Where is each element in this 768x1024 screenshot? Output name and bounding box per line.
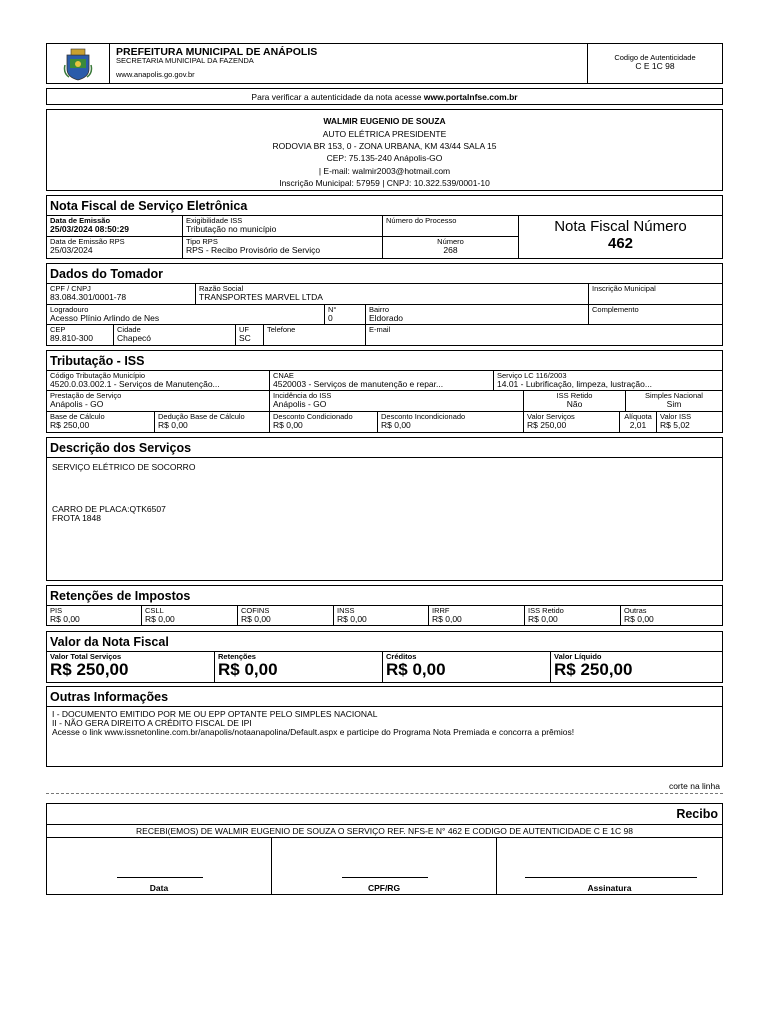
valiss-value: R$ 5,02 bbox=[660, 420, 690, 430]
provider-address: RODOVIA BR 153, 0 - ZONA URBANA, KM 43/44 SALA 15 bbox=[272, 141, 497, 151]
process-label: Número do Processo bbox=[386, 216, 457, 225]
verify-link[interactable]: www.portalnfse.com.br bbox=[423, 92, 518, 102]
descinc-label: Desconto Incondicionado bbox=[381, 412, 466, 421]
cidade-label: Cidade bbox=[117, 325, 141, 334]
deducao-label: Dedução Base de Cálculo bbox=[158, 412, 245, 421]
outras-title: Outras Informações bbox=[47, 687, 722, 707]
uf-cell bbox=[236, 325, 264, 345]
retencao-label: INSS bbox=[337, 606, 355, 615]
iss-value: Tributação no município bbox=[186, 224, 277, 234]
cpf-rg-label: CPF/RG bbox=[367, 883, 401, 893]
desccond-value: R$ 0,00 bbox=[273, 420, 303, 430]
aliq-value: 2,01 bbox=[629, 420, 647, 430]
iss-label: Exigibilidade ISS bbox=[186, 216, 243, 225]
email-cell bbox=[366, 325, 722, 345]
rps-number: 268 bbox=[443, 245, 458, 255]
cep-value: 89.810-300 bbox=[50, 333, 94, 343]
cpf-rg-field[interactable] bbox=[272, 838, 497, 894]
complemento-cell bbox=[589, 305, 722, 325]
provider-trade-name: AUTO ELÉTRICA PRESIDENTE bbox=[322, 129, 447, 139]
rps-number-cell bbox=[383, 237, 519, 258]
im-label: Inscrição Municipal bbox=[592, 284, 656, 293]
aliq-cell bbox=[620, 412, 657, 432]
valor-cell bbox=[551, 652, 722, 682]
valor-value: R$ 0,00 bbox=[218, 660, 278, 679]
valor-cell bbox=[215, 652, 383, 682]
valor-box bbox=[46, 631, 723, 683]
valor-label: Retenções bbox=[218, 652, 256, 661]
retencao-value: R$ 0,00 bbox=[528, 614, 558, 624]
valserv-value: R$ 250,00 bbox=[527, 420, 567, 430]
bairro-cell bbox=[366, 305, 589, 325]
cnae-label: CNAE bbox=[273, 371, 294, 380]
logradouro-label: Logradouro bbox=[50, 305, 89, 314]
logradouro-cell bbox=[47, 305, 325, 325]
retencao-value: R$ 0,00 bbox=[50, 614, 80, 624]
auth-label: Codigo de Autenticidade bbox=[614, 53, 696, 62]
prest-cell bbox=[47, 391, 270, 412]
cpf-value: 83.084.301/0001-78 bbox=[50, 292, 127, 302]
retencoes-box bbox=[46, 585, 723, 626]
provider-contact: | E-mail: walmir2003@hotmail.com bbox=[318, 166, 451, 176]
bairro-label: Bairro bbox=[369, 305, 390, 314]
prest-value: Anápolis - GO bbox=[50, 399, 104, 409]
lc-value: 14.01 - Lubrificação, limpeza, lustração... bbox=[497, 379, 652, 389]
descinc-cell bbox=[378, 412, 524, 432]
descricao-line2: CARRO DE PLACA:QTK6507 bbox=[52, 504, 166, 514]
valor-value: R$ 250,00 bbox=[554, 660, 633, 679]
outras-box bbox=[46, 686, 723, 767]
razao-label: Razão Social bbox=[199, 284, 244, 293]
auth-code: C E 1C 98 bbox=[635, 61, 675, 71]
valor-label: Valor Líquido bbox=[554, 652, 602, 661]
retencao-label: Outras bbox=[624, 606, 647, 615]
rps-date: 25/03/2024 bbox=[50, 245, 93, 255]
retencao-label: CSLL bbox=[145, 606, 164, 615]
rps-date-cell bbox=[47, 237, 183, 258]
header-subtitle: SECRETARIA MUNICIPAL DA FAZENDA bbox=[116, 56, 254, 65]
descricao-line1: SERVIÇO ELÉTRICO DE SOCORRO bbox=[52, 462, 196, 472]
base-cell bbox=[47, 412, 155, 432]
cod-value: 4520.0.03.002.1 - Serviços de Manutenção... bbox=[50, 379, 220, 389]
tomador-title: Dados do Tomador bbox=[47, 264, 722, 284]
rps-type: RPS - Recibo Provisório de Serviço bbox=[186, 245, 321, 255]
desccond-label: Desconto Condicionado bbox=[273, 412, 353, 421]
retencao-cell bbox=[525, 606, 621, 625]
valserv-cell bbox=[524, 412, 620, 432]
retencao-cell bbox=[621, 606, 722, 625]
cep-label: CEP bbox=[50, 325, 66, 334]
issret-value: Não bbox=[566, 399, 583, 409]
valor-cell bbox=[47, 652, 215, 682]
valor-value: R$ 250,00 bbox=[50, 660, 129, 679]
provider-box bbox=[46, 109, 723, 191]
tributacao-title: Tributação - ISS bbox=[47, 351, 722, 371]
cut-line bbox=[46, 793, 723, 794]
rps-type-cell bbox=[183, 237, 383, 258]
retencao-label: ISS Retido bbox=[528, 606, 564, 615]
emission-date-cell bbox=[47, 216, 183, 237]
email-label: E-mail bbox=[369, 325, 391, 334]
simples-label: Simples Nacional bbox=[645, 391, 703, 400]
retencoes-title: Retenções de Impostos bbox=[47, 586, 722, 606]
recibo-box bbox=[46, 803, 723, 895]
header-box bbox=[46, 43, 723, 84]
retencao-cell bbox=[47, 606, 142, 625]
uf-value: SC bbox=[239, 333, 251, 343]
provider-registration: Inscrição Municipal: 57959 | CNPJ: 10.322.539/0001-10 bbox=[279, 178, 490, 188]
emission-date-label: Data de Emissão bbox=[50, 216, 111, 225]
num-label: N° bbox=[328, 305, 337, 314]
cidade-value: Chapecó bbox=[117, 333, 152, 343]
simples-value: Sim bbox=[666, 399, 682, 409]
retencao-label: COFINS bbox=[241, 606, 270, 615]
valor-title: Valor da Nota Fiscal bbox=[47, 632, 722, 652]
telefone-label: Telefone bbox=[267, 325, 296, 334]
verify-box bbox=[46, 88, 723, 105]
complemento-label: Complemento bbox=[592, 305, 639, 314]
rps-number-label: Número bbox=[437, 237, 464, 246]
nf-title: Nota Fiscal Número bbox=[554, 218, 687, 235]
simples-cell bbox=[626, 391, 722, 412]
cod-label: Código Tributação Município bbox=[50, 371, 146, 380]
header-title: PREFEITURA MUNICIPAL DE ANÁPOLIS bbox=[116, 46, 318, 58]
nf-number: 462 bbox=[607, 235, 634, 252]
descricao-box bbox=[46, 437, 723, 581]
retencao-cell bbox=[238, 606, 334, 625]
cnae-cell bbox=[270, 371, 494, 391]
aliq-label: Alíquota bbox=[624, 412, 652, 421]
nfse-title: Nota Fiscal de Serviço Eletrônica bbox=[47, 196, 722, 216]
rps-type-label: Tipo RPS bbox=[186, 237, 218, 246]
verify-text: Para verificar a autenticidade da nota acesse bbox=[251, 92, 422, 102]
issret-cell bbox=[524, 391, 626, 412]
lc-label: Serviço LC 116/2003 bbox=[497, 371, 567, 380]
outras-line1: I - DOCUMENTO EMITIDO POR ME OU EPP OPTANTE PELO SIMPLES NACIONAL bbox=[52, 709, 378, 719]
issret-label: ISS Retido bbox=[556, 391, 593, 400]
num-value: 0 bbox=[328, 313, 333, 323]
tributacao-box bbox=[46, 350, 723, 433]
retencao-value: R$ 0,00 bbox=[624, 614, 654, 624]
outras-line3: Acesse o link www.issnetonline.com.br/anapolis/notaanapolina/Default.aspx e participe do Programa Nota Premiada e concorra a prêmios! bbox=[52, 727, 575, 737]
iss-cell bbox=[183, 216, 383, 237]
recibo-text: RECEBI(EMOS) DE WALMIR EUGENIO DE SOUZA O SERVIÇO REF. NFS-E N° 462 E CODIGO DE AUTENTICIDADE C E 1C 98 bbox=[47, 825, 722, 838]
logradouro-value: Acesso Plínio Arlindo de Nes bbox=[50, 313, 160, 323]
razao-value: TRANSPORTES MARVEL LTDA bbox=[199, 292, 323, 302]
outras-line2: II - NÃO GERA DIREITO A CRÉDITO FISCAL DE IPI bbox=[52, 718, 252, 728]
incid-label: Incidência do ISS bbox=[273, 391, 332, 400]
provider-name: WALMIR EUGENIO DE SOUZA bbox=[323, 116, 446, 126]
recibo-title: Recibo bbox=[47, 804, 722, 825]
retencao-value: R$ 0,00 bbox=[241, 614, 271, 624]
retencao-value: R$ 0,00 bbox=[432, 614, 462, 624]
valor-label: Valor Total Serviços bbox=[50, 652, 122, 661]
lc-cell bbox=[494, 371, 722, 391]
valiss-cell bbox=[657, 412, 722, 432]
provider-cep: CEP: 75.135-240 Anápolis-GO bbox=[326, 153, 443, 163]
uf-label: UF bbox=[239, 325, 249, 334]
rps-date-label: Data de Emissão RPS bbox=[50, 237, 125, 246]
valor-value: R$ 0,00 bbox=[386, 660, 446, 679]
retencao-cell bbox=[334, 606, 429, 625]
corte-label: corte na linha bbox=[668, 781, 720, 791]
data-label: Data bbox=[149, 883, 169, 893]
desccond-cell bbox=[270, 412, 378, 432]
deducao-cell bbox=[155, 412, 270, 432]
incid-value: Anápolis - GO bbox=[273, 399, 327, 409]
bairro-value: Eldorado bbox=[369, 313, 404, 323]
deducao-value: R$ 0,00 bbox=[158, 420, 188, 430]
valserv-label: Valor Serviços bbox=[527, 412, 575, 421]
assinatura-field[interactable] bbox=[497, 838, 722, 894]
header-website: www.anapolis.go.gov.br bbox=[116, 70, 195, 79]
descricao-title: Descrição dos Serviços bbox=[47, 438, 722, 458]
assinatura-label: Assinatura bbox=[587, 883, 632, 893]
valor-cell bbox=[383, 652, 551, 682]
prest-label: Prestação de Serviço bbox=[50, 391, 122, 400]
telefone-cell bbox=[264, 325, 366, 345]
retencao-label: PIS bbox=[50, 606, 63, 615]
im-cell bbox=[589, 284, 722, 305]
incid-cell bbox=[270, 391, 524, 412]
tomador-box bbox=[46, 263, 723, 346]
descinc-value: R$ 0,00 bbox=[381, 420, 411, 430]
valor-label: Créditos bbox=[386, 652, 417, 661]
retencao-value: R$ 0,00 bbox=[145, 614, 175, 624]
cep-cell bbox=[47, 325, 114, 345]
cnae-value: 4520003 - Serviços de manutenção e repar... bbox=[273, 379, 444, 389]
cidade-cell bbox=[114, 325, 236, 345]
cod-cell bbox=[47, 371, 270, 391]
coat-of-arms-icon bbox=[63, 47, 93, 81]
emission-date: 25/03/2024 08:50:29 bbox=[50, 224, 129, 234]
retencao-value: R$ 0,00 bbox=[337, 614, 367, 624]
process-cell bbox=[383, 216, 519, 237]
num-cell bbox=[325, 305, 366, 325]
base-label: Base de Cálculo bbox=[50, 412, 105, 421]
cpf-label: CPF / CNPJ bbox=[50, 284, 91, 293]
razao-cell bbox=[196, 284, 589, 305]
retencao-label: IRRF bbox=[432, 606, 450, 615]
valiss-label: Valor ISS bbox=[660, 412, 692, 421]
retencao-cell bbox=[429, 606, 525, 625]
cpf-cell bbox=[47, 284, 196, 305]
data-field[interactable] bbox=[47, 838, 272, 894]
descricao-line3: FROTA 1848 bbox=[52, 513, 101, 523]
retencao-cell bbox=[142, 606, 238, 625]
nfse-box bbox=[46, 195, 723, 259]
base-value: R$ 250,00 bbox=[50, 420, 90, 430]
